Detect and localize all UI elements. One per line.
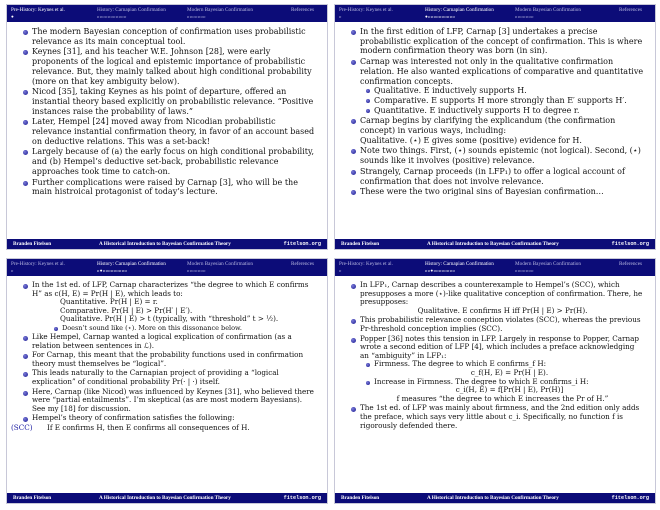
slide-header [7,5,327,22]
footer-site[interactable]: fitelson.org [611,241,649,247]
footer-title: A Historical Introduction to Bayesian Confirmation Theory [427,495,559,501]
sub-bullet [366,378,645,395]
footer-title: A Historical Introduction to Bayesian Confirmation Theory [99,495,231,501]
nav-dots-modern[interactable]: ooooooo [187,14,206,19]
bullet: Keynes [31], and his teacher W.E. Johnson [28], were early proponents of the logical and epistemic importance of probabilistic relevance. But, they mainly talked about high conditional probability (more on that key ambiguity below). [23,47,317,86]
nav-dots-history[interactable]: oo●oooooooo [425,268,456,273]
slide-4 [334,258,656,504]
nav-dots-history[interactable]: ●oooooooooo [425,14,456,19]
nav-section-history[interactable]: History: Carnapian Confirmation [425,7,494,13]
slide-footer [335,239,655,249]
bullet-text: Popper [36] notes this tension in LFP. Largely in response to Popper, Carnap wrote a second edition of LFP [4], which includes a preface acknowledging an “ambiguity” in LFP₁: [360,333,640,360]
nav-section-prehistory[interactable]: Pre-History: Keynes et al. [11,7,65,13]
bullet-text: In the 1st ed. of LFP, Carnap characterizes “the degree to which E confirms H” as c(H, E) = Pr(H | E), which leads to: [32,280,309,298]
slide-header [335,259,655,276]
scc-text: If E confirms H, then E confirms all consequences of H. [47,422,250,432]
nav-dots-prehistory[interactable]: ● [11,14,15,19]
definition-line: Qualitative. (⋆) E gives some (positive) evidence for H. [360,135,582,145]
bullet: Further complications were raised by Carnap [3], who will be the main histroical protagonist of today’s lecture. [23,178,317,197]
bullet: This probabilistic relevance conception violates (SCC), whereas the previous Pr-threshold conception implies (SCC). [351,316,645,333]
slide-body [351,27,645,237]
footer-title: A Historical Introduction to Bayesian Confirmation Theory [427,241,559,247]
sub-bullet: Comparative. E supports H more strongly than E′ supports H′. [366,96,645,106]
slide-body [351,281,645,491]
nav-section-history[interactable]: History: Carnapian Confirmation [425,261,494,267]
bullet [23,281,317,332]
slide-footer [335,493,655,503]
bullet-text: In LFP₁, Carnap describes a counterexample to Hempel’s (SCC), which presupposes a more (⋆)-like qualitative conception of confirmation. There, he presupposes: [360,280,643,307]
bullet: Later, Hempel [24] moved away from Nicodian probabilistic relevance instantial confirmation theory, in favor of an account based on deductive relations. This was a set-back! [23,117,317,146]
nav-section-prehistory[interactable]: Pre-History: Keynes et al. [339,261,393,267]
definition-line: Comparative. Pr(H | E) > Pr(H′ | E′). [60,305,193,315]
slide-3 [6,258,328,504]
nav-dots-modern[interactable]: ooooooo [187,268,206,273]
bullet: Largely because of (a) the early focus on high conditional probability, and (b) Hempel’s deductive set-back, probabilistic relevance approaches took time to catch-on. [23,147,317,176]
nav-section-modern[interactable]: Modern Bayesian Confirmation [515,261,581,267]
nav-dots-modern[interactable]: ooooooo [515,268,534,273]
definition-line: Qualitative. Pr(H | E) > t (typically, with “threshold” t > ½). [60,314,279,324]
definition-line: Quantitative. Pr(H | E) = r. [60,297,158,307]
nav-dots-history[interactable]: o●ooooooooo [97,268,128,273]
bullet: The modern Bayesian conception of confirmation uses probabilistic relevance as its main conceptual tool. [23,27,317,46]
equation: c_f(H, E) = Pr(H | E). [470,367,549,377]
bullet [351,57,645,115]
slide-1 [6,4,328,250]
bullet [351,335,645,404]
scc-principle [11,422,317,433]
bullet: This leads naturally to the Carnapian project of providing a “logical explication” of conditional probability Pr(· | ·) itself. [23,369,317,386]
nav-section-prehistory[interactable]: Pre-History: Keynes et al. [11,261,65,267]
definition-line: Qualitative. E confirms H iff Pr(H | E) > Pr(H). [417,305,588,315]
nav-section-references[interactable]: References [619,261,643,267]
footer-author: Branden Fitelson [341,241,380,247]
bullet: Strangely, Carnap proceeds (in LFP₁) to offer a logical account of confirmation that does not involve relevance. [351,167,645,186]
bullet-text: Carnap was interested not only in the qualitative confirmation relation. He also wanted explications of comparative and quantitative confirmation concepts. [360,57,644,86]
nav-section-references[interactable]: References [619,7,643,13]
nav-section-modern[interactable]: Modern Bayesian Confirmation [187,261,253,267]
nav-section-references[interactable]: References [291,7,315,13]
bullet: Here, Carnap (like Nicod) was influenced by Keynes [31], who believed there were “partial entailments”. I’m skeptical (as are most modern Bayesians). See my [18] for discussion. [23,388,317,414]
slide-body [11,280,317,491]
bullet-text: Carnap begins by clarifying the explicandum (the confirmation concept) in various ways, including: [360,116,616,136]
bullet: Like Hempel, Carnap wanted a logical explication of confirmation (as a relation between sentences in ℒ). [23,333,317,350]
scc-label: (SCC) [11,422,33,432]
bullet: Nicod [35], taking Keynes as his point of departure, offered an instantial theory based explicitly on probabilistic relevance. “Positive instances raise the probability of laws.” [23,87,317,116]
bullet: Note two things. First, (⋆) sounds epistemic (not logical). Second, (⋆) sounds like it involves (positive) relevance. [351,146,645,165]
footer-author: Branden Fitelson [13,241,52,247]
nav-section-modern[interactable]: Modern Bayesian Confirmation [515,7,581,13]
nav-dots-history[interactable]: ooooooooooo [97,14,127,19]
nav-dots-prehistory[interactable]: o [339,268,342,273]
slide-footer [7,493,327,503]
equation-note: f measures “the degree to which E increases the Pr of H.” [396,393,609,403]
footer-site[interactable]: fitelson.org [283,241,321,247]
slide-header [7,259,327,276]
nav-dots-prehistory[interactable]: o [339,14,342,19]
nav-dots-prehistory[interactable]: o [11,268,14,273]
nav-section-prehistory[interactable]: Pre-History: Keynes et al. [339,7,393,13]
bullet [351,281,645,315]
sub-bullet: Doesn’t sound like (⋆). More on this dissonance below. [54,324,317,332]
sub-bullet: Qualitative. E inductively supports H. [366,86,645,96]
slide-footer [7,239,327,249]
slide-header [335,5,655,22]
bullet: Hempel’s theory of confirmation satisfies the following: [23,414,317,423]
sub-bullet-text: Increase in Firmness. The degree to which E confirms_i H: [374,376,589,386]
sub-bullet-text: Firmness. The degree to which E confirms_f H: [374,359,547,369]
sub-bullet: Quantitative. E inductively supports H to degree r. [366,106,645,116]
nav-dots-modern[interactable]: ooooooo [515,14,534,19]
bullet: In the first edition of LFP, Carnap [3] undertakes a precise probabilistic explication of the concept of confirmation. This is where modern confirmation theory was born (in sin). [351,27,645,56]
footer-site[interactable]: fitelson.org [283,495,321,501]
nav-section-modern[interactable]: Modern Bayesian Confirmation [187,7,253,13]
slide-2 [334,4,656,250]
footer-title: A Historical Introduction to Bayesian Confirmation Theory [99,241,231,247]
bullet: For Carnap, this meant that the probability functions used in confirmation theory must themselves be “logical”. [23,351,317,368]
footer-site[interactable]: fitelson.org [611,495,649,501]
nav-section-references[interactable]: References [291,261,315,267]
bullet: These were the two original sins of Bayesian confirmation… [351,187,645,197]
bullet: The 1st ed. of LFP was mainly about firmness, and the 2nd edition only adds the preface, which says very little about c_i. Specifically, no function f is rigorously defended there. [351,404,645,430]
nav-section-history[interactable]: History: Carnapian Confirmation [97,261,166,267]
equation: c_i(H, E) = f[Pr(H | E), Pr(H)] [455,385,564,395]
slide-body [23,27,317,237]
sub-bullet [366,360,645,377]
footer-author: Branden Fitelson [341,495,380,501]
footer-author: Branden Fitelson [13,495,52,501]
nav-section-history[interactable]: History: Carnapian Confirmation [97,7,166,13]
bullet [351,116,645,145]
